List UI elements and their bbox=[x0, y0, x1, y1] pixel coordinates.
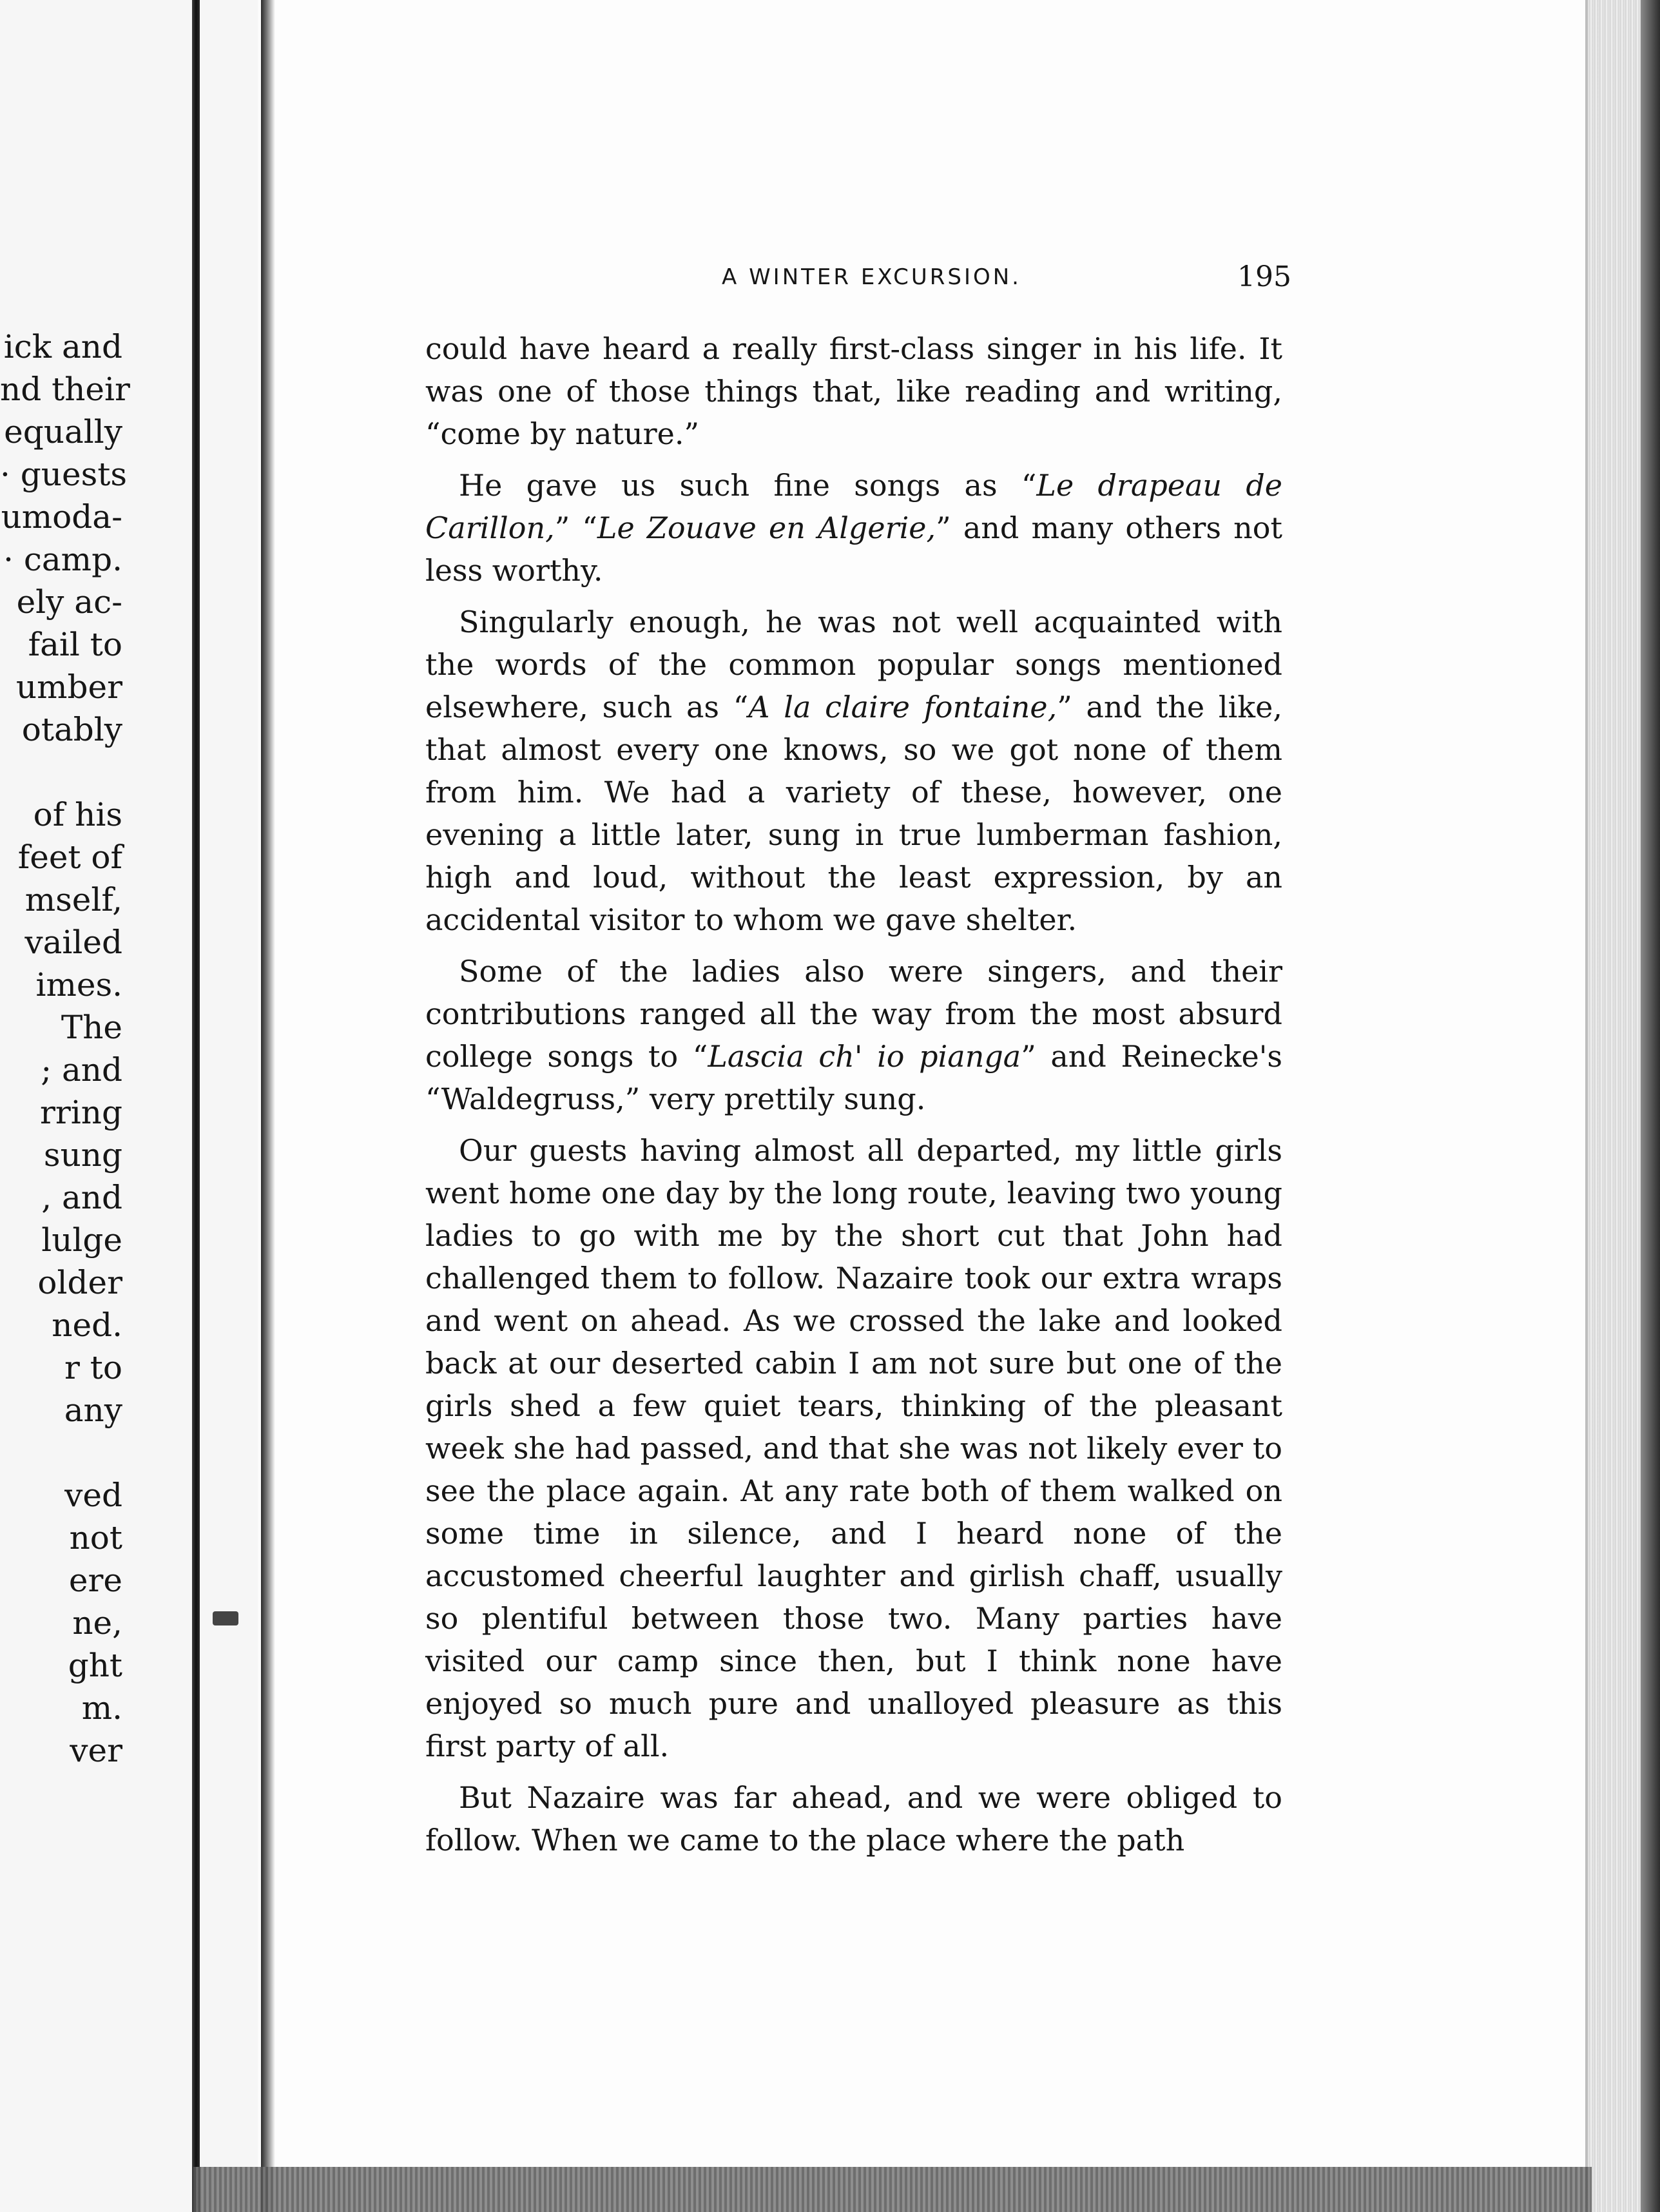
left-page-fragment-line: nd their bbox=[0, 371, 130, 408]
left-page-fragment-line: feet of bbox=[17, 839, 122, 876]
left-page-fragment-line: , and bbox=[41, 1179, 122, 1216]
body-text bbox=[425, 327, 1282, 1861]
left-page-fragment-line: · guests bbox=[0, 456, 127, 493]
gutter-shadow bbox=[261, 0, 275, 2212]
paragraph-3-text-c: ” and the like, that almost every one knows, so we got none of them from him. We had a variety of these, however, one evening a little later, sung in true lumberman fashion, high and loud, without the least expression, by an accidental visitor to whom we gave shelter. bbox=[425, 690, 1283, 937]
left-page-fragment-line bbox=[0, 1431, 122, 1474]
left-page-fragment-line: vailed bbox=[24, 924, 122, 961]
left-page-fragment-line: ned. bbox=[52, 1306, 122, 1344]
left-page-fragment-line: ick and bbox=[3, 328, 122, 365]
left-page-fragment-line: mself, bbox=[24, 881, 122, 918]
left-page-fragment-line: imes. bbox=[35, 966, 122, 1004]
paragraph-2 bbox=[425, 464, 1282, 592]
left-page-fragment-line: otably bbox=[21, 711, 122, 748]
paragraph-4 bbox=[425, 950, 1282, 1120]
left-page-fragment-line: r to bbox=[64, 1349, 122, 1386]
paragraph-2-text-a: He gave us such fine songs as “ bbox=[459, 468, 1037, 503]
left-page-fragment-line: older bbox=[37, 1264, 122, 1301]
song-title-le-zouave: Le Zouave en Algerie, bbox=[597, 510, 936, 545]
left-page-fragment bbox=[0, 0, 258, 2212]
running-title: A WINTER EXCURSION. bbox=[722, 264, 1021, 290]
left-page-fragment-line: ver bbox=[70, 1732, 122, 1769]
left-page-fragment-line: umoda- bbox=[1, 498, 122, 536]
left-page-fragment-line: ere bbox=[68, 1562, 122, 1599]
left-page-fragment-line: fail to bbox=[28, 626, 122, 663]
left-page-fragment-line bbox=[0, 751, 122, 793]
left-page-fragment-line: · camp. bbox=[3, 541, 122, 578]
book-spine bbox=[192, 0, 200, 2212]
page-edges bbox=[1585, 0, 1660, 2212]
left-page-fragment-line: ne, bbox=[72, 1604, 122, 1642]
left-page-fragment-line: The bbox=[61, 1009, 122, 1046]
left-page-fragment-line: ved bbox=[64, 1477, 122, 1514]
left-page-fragment-line: umber bbox=[15, 668, 122, 706]
left-page-fragment-line: rring bbox=[39, 1094, 122, 1131]
paragraph-2-text-e: ” and many others not less worthy. bbox=[425, 510, 1282, 588]
song-title-le-drapeau: Le drapeau de Carillon, bbox=[425, 468, 1282, 545]
spine-mark bbox=[213, 1611, 238, 1625]
paragraph-4-text-a: Some of the ladies also were singers, and their contributions ranged all the way from the most absurd college songs to “ bbox=[425, 954, 1282, 1074]
page-number: 195 bbox=[1237, 260, 1291, 293]
left-page-fragment-line: sung bbox=[43, 1136, 122, 1174]
left-page-fragment-line: any bbox=[64, 1392, 122, 1429]
paragraph-5: Our guests having almost all departed, my little girls went home one day by the long route, leaving two young ladies to go with me by the short cut that John had challenged them to follow. Nazaire took our extra wraps and went on ahead. As we crossed the lake and looked back at our deserted cabin I am not sure but one of the girls shed a few quiet tears, thinking of the pleasant week she had passed, and that she was not likely ever to see the place again. At any rate both of them walked on some time in silence, and I heard none of the accustomed cheerful laughter and girlish chaff, usually so plentiful between those two. Many parties have visited our camp since then, but I think none have enjoyed so much pure and unalloyed pleasure as this first party of all. bbox=[425, 1133, 1282, 1763]
binding-cloth bbox=[193, 2167, 1592, 2212]
left-page-fragment-line: lulge bbox=[41, 1221, 122, 1259]
paragraph-6: But Nazaire was far ahead, and we were obliged to follow. When we came to the place where the path bbox=[425, 1780, 1282, 1858]
left-page-fragment-line: ght bbox=[68, 1647, 122, 1684]
paragraph-3-text-a: Singularly enough, he was not well acquainted with the words of the common popular songs mentioned elsewhere, such as “ bbox=[425, 605, 1282, 724]
paragraph-3 bbox=[425, 601, 1282, 941]
left-page-fragment-line: equally bbox=[4, 413, 122, 451]
left-page-text-fragments bbox=[0, 325, 130, 1772]
left-page-fragment-line: not bbox=[69, 1519, 122, 1557]
left-page-fragment-line: of his bbox=[33, 796, 122, 833]
paragraph-1: could have heard a really first-class singer in his life. It was one of those things that, like reading and writing, “come by nature.” bbox=[425, 331, 1282, 451]
paragraph-2-text-c: ” “ bbox=[554, 510, 597, 545]
paragraph-4-text-c: ” and Reinecke's “Waldegruss,” very prettily sung. bbox=[425, 1039, 1282, 1116]
song-title-a-la-claire: A la claire fontaine, bbox=[748, 690, 1057, 724]
left-page-fragment-line: ely ac- bbox=[16, 583, 122, 621]
left-page-fragment-line: m. bbox=[81, 1689, 122, 1727]
song-title-lascia: Lascia ch' io pianga bbox=[708, 1039, 1021, 1074]
left-page-fragment-line: ; and bbox=[41, 1051, 122, 1089]
